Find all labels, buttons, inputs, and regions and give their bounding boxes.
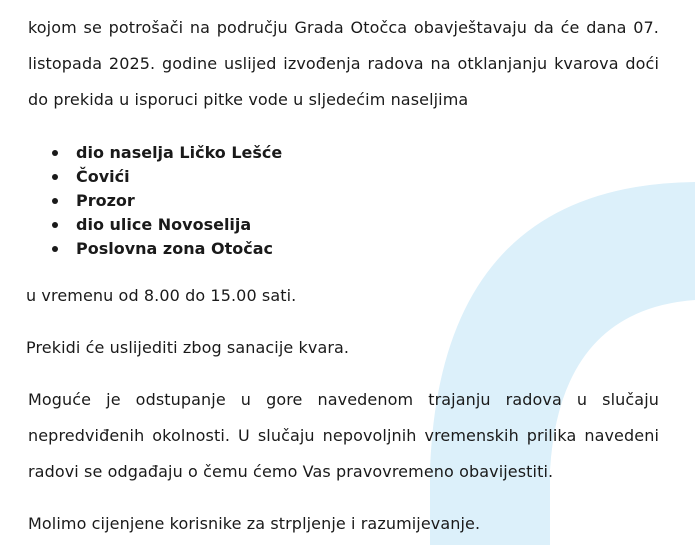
list-item-label: dio ulice Novoselija [76,215,252,234]
bullet-icon [52,150,58,156]
bullet-icon [52,174,58,180]
affected-locations-list [28,141,282,261]
bullet-icon [52,198,58,204]
time-paragraph: u vremenu od 8.00 do 15.00 sati. [26,286,297,305]
list-item [28,237,282,261]
intro-paragraph: kojom se potrošači na području Grada Otočca obavještavaju da će dana 07. listopada 2025. godine uslijed izvođenja radova na otklanjanju kvarova doći do prekida u isporuci pitke vode u sljedećim naseljima [28,18,659,109]
list-item [28,141,282,165]
bullet-icon [52,246,58,252]
list-item-label: dio naselja Ličko Lešće [76,143,283,162]
list-item [28,165,282,189]
list-item [28,189,282,213]
thanks-paragraph: Molimo cijenjene korisnike za strpljenje i razumijevanje. [28,514,481,533]
list-item-label: Poslovna zona Otočac [76,239,273,258]
reason-paragraph: Prekidi će uslijediti zbog sanacije kvara. [26,338,350,357]
list-item-label: Prozor [76,191,135,210]
list-item-label: Čovići [76,167,130,186]
notice-paragraph: Moguće je odstupanje u gore navedenom trajanju radova u slučaju nepredviđenih okolnosti. U slučaju nepovoljnih vremenskih prilika navedeni radovi se odgađaju o čemu ćemo Vas pravovremeno obavijestiti. [28,390,659,481]
list-item [28,213,282,237]
bullet-icon [52,222,58,228]
